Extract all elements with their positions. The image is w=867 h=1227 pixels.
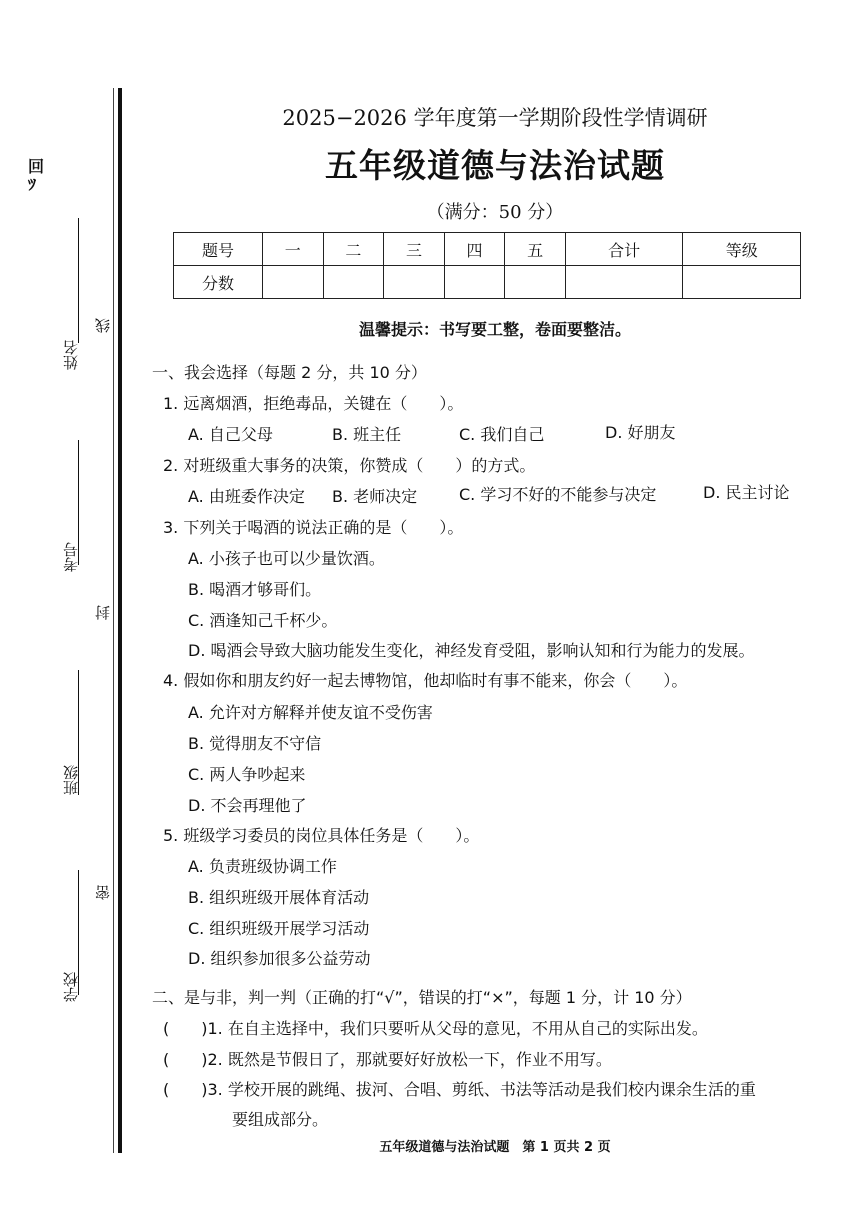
binding-rule <box>118 88 122 1153</box>
question-5-option-a[interactable]: A. 负责班级协调工作 <box>188 857 337 876</box>
score-table-score-row <box>174 266 801 299</box>
score-table-header-row <box>174 233 801 266</box>
question-2-option-a[interactable]: A. 由班委作决定 <box>188 487 305 506</box>
question-3-stem: 3. 下列关于喝酒的说法正确的是（ ）。 <box>163 518 464 537</box>
question-4-option-a[interactable]: A. 允许对方解释并使友谊不受伤害 <box>188 703 433 722</box>
exam-title: 五年级道德与法治试题 <box>325 146 665 185</box>
question-3-option-a[interactable]: A. 小孩子也可以少量饮酒。 <box>188 549 385 568</box>
question-5-stem: 5. 班级学习委员的岗位具体任务是（ ）。 <box>163 826 480 845</box>
section1-title: 一、我会选择（每题 2 分，共 10 分） <box>152 363 427 382</box>
score-table-header-cell: 一 <box>263 233 324 266</box>
question-5-option-b[interactable]: B. 组织班级开展体育活动 <box>188 888 370 907</box>
section2-title: 二、是与非，判一判（正确的打“√”，错误的打“×”，每题 1 分，计 10 分） <box>152 988 692 1007</box>
score-cell[interactable] <box>323 266 384 299</box>
score-cell[interactable] <box>683 266 801 299</box>
question-1-option-a[interactable]: A. 自己父母 <box>188 425 273 444</box>
question-2-option-d[interactable]: D. 民主讨论 <box>703 483 790 502</box>
question-3-option-b[interactable]: B. 喝酒才够哥们。 <box>188 580 322 599</box>
score-table-header-cell: 合计 <box>565 233 683 266</box>
seal-word-seal: 封 <box>94 605 112 620</box>
score-table-header-cell: 五 <box>505 233 566 266</box>
score-cell[interactable] <box>384 266 445 299</box>
class-label: 班级 <box>62 765 80 795</box>
score-table-header-cell: 题号 <box>174 233 263 266</box>
question-2-option-c[interactable]: C. 学习不好的不能参与决定 <box>459 485 657 504</box>
question-4-option-d[interactable]: D. 不会再理他了 <box>188 796 307 815</box>
page-footer: 五年级道德与法治试题 第 1 页共 2 页 <box>379 1140 611 1155</box>
full-score: （满分：50 分） <box>426 202 564 223</box>
score-cell[interactable] <box>565 266 683 299</box>
seal-word-line: 线 <box>94 318 112 333</box>
judge-item-1[interactable]: ( )1. 在自主选择中，我们只要听从父母的意见，不用从自己的实际出发。 <box>163 1019 708 1038</box>
score-cell[interactable] <box>505 266 566 299</box>
question-4-option-b[interactable]: B. 觉得朋友不守信 <box>188 734 322 753</box>
score-cell[interactable] <box>444 266 505 299</box>
judge-item-2[interactable]: ( )2. 既然是节假日了，那就要好好放松一下，作业不用写。 <box>163 1050 612 1069</box>
question-3-option-d[interactable]: D. 喝酒会导致大脑功能发生变化，神经发育受阻，影响认知和行为能力的发展。 <box>188 641 755 660</box>
question-4-option-c[interactable]: C. 两人争吵起来 <box>188 765 306 784</box>
score-row-label: 分数 <box>174 266 263 299</box>
score-table-header-cell: 等级 <box>683 233 801 266</box>
binding-rule-thin <box>113 88 114 1153</box>
corner-mark-icon: 回 ﾂ <box>28 157 45 194</box>
question-1-option-d[interactable]: D. 好朋友 <box>605 423 676 442</box>
question-2-stem: 2. 对班级重大事务的决策，你赞成（ ）的方式。 <box>163 456 536 475</box>
score-table-header-cell: 二 <box>323 233 384 266</box>
question-1-option-c[interactable]: C. 我们自己 <box>459 425 545 444</box>
name-field-line <box>78 218 79 343</box>
question-4-stem: 4. 假如你和朋友约好一起去博物馆，他却临时有事不能来，你会（ ）。 <box>163 671 688 690</box>
writing-tip: 温馨提示：书写要工整，卷面要整洁。 <box>358 320 631 339</box>
exam-subtitle: 2025−2026 学年度第一学期阶段性学情调研 <box>282 106 708 130</box>
exam-no-label: 考号 <box>62 542 80 572</box>
question-2-option-b[interactable]: B. 老师决定 <box>332 487 418 506</box>
score-table <box>173 232 801 299</box>
school-label: 学校 <box>62 972 80 1002</box>
question-1-option-b[interactable]: B. 班主任 <box>332 425 402 444</box>
question-5-option-c[interactable]: C. 组织班级开展学习活动 <box>188 919 370 938</box>
score-table-header-cell: 三 <box>384 233 445 266</box>
score-table-header-cell: 四 <box>444 233 505 266</box>
score-cell[interactable] <box>263 266 324 299</box>
question-5-option-d[interactable]: D. 组织参加很多公益劳动 <box>188 949 371 968</box>
name-label: 姓名 <box>62 340 80 370</box>
seal-word-secret: 密 <box>94 885 112 900</box>
judge-item-3[interactable]: ( )3. 学校开展的跳绳、拔河、合唱、剪纸、书法等活动是我们校内课余生活的重 <box>163 1080 756 1099</box>
question-1-stem: 1. 远离烟酒，拒绝毒品，关键在（ ）。 <box>163 394 464 413</box>
question-3-option-c[interactable]: C. 酒逢知己千杯少。 <box>188 611 338 630</box>
judge-item-3-continued: 要组成部分。 <box>232 1110 329 1129</box>
